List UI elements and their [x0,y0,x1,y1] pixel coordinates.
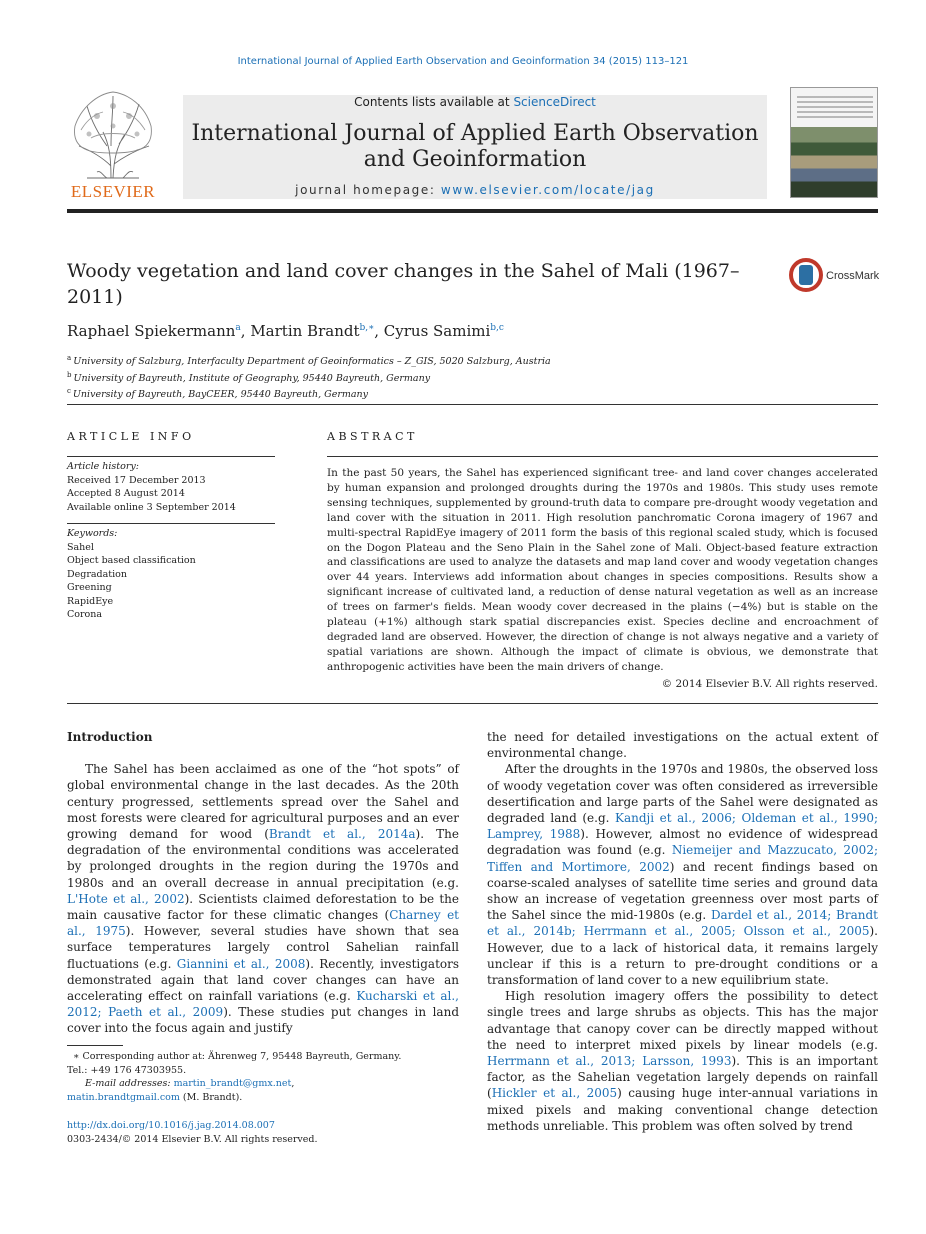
paragraph [487,729,878,761]
abstract-heading: ABSTRACT [327,430,418,443]
telephone-note: Tel.: +49 176 47303955. [67,1064,187,1076]
contents-line [183,95,767,109]
body-column-right [487,729,878,1134]
email-note: E-mail addresses: martin_brandt@gmx.net, [85,1078,295,1089]
abstract-text: In the past 50 years, the Sahel has experienced significant tree- and land cover changes accelerated by human expansion and prolonged droughts during the 1970s and 1980s. This study uses remote sensing techniques, supplemented by ground-truth data to compare pre-drought woody vegetation and land cover with the situation in 2011. High resolution panchromatic Corona imagery of 1967 and multi-spectral RapidEye imagery of 2011 form the basis of this regional scaled study, which is focused on the Dogon Plateau and the Seno Plain in the Sahel zone of Mali. Object-based feature extraction and classifications are used to analyze the datasets and map land cover and woody vegetation changes over 44 years. Interviews add information about changes in species compositions. Results show a significant increase of cultivated land, a reduction of dense natural vegetation as well as an increase of trees on farmer's fields. Mean woody cover decreased in the plains (−4%) but is stable on the plateau (+1%) although stark spatial discrepancies exist. Species decline and encroachment of degraded land are observed. However, the direction of change is not always negative and a variety of spatial variations are shown. Although the impact of climate is obvious, we demonstrate that anthropogenic activities have been the main drivers of change. [327,467,878,673]
history-line: Available online 3 September 2014 [67,501,236,513]
affiliation-line [67,352,551,369]
abstract [327,430,878,690]
citation-link[interactable]: Hickler et al., 2005 [491,1086,618,1101]
paragraph-text: ). This is an important factor, as the Sahelian vegetation largely depends on rainfall ( [487,1054,878,1101]
paragraph [67,761,459,1036]
citation-link[interactable]: Kandji et al., 2006; Oldeman et al., 1990; Lamprey, 1988 [487,811,879,842]
cover-title-lines [797,96,873,120]
author-affil-mark[interactable]: a [235,323,241,333]
article-info [67,430,275,622]
keyword: Corona [67,609,103,620]
paragraph [487,988,878,1134]
keyword: Object based classification [67,555,196,566]
author-name[interactable]: Martin Brandt [250,322,360,340]
article-footer [67,1119,318,1146]
citation-link[interactable]: Charney et al., 1975 [67,908,459,939]
publisher-wordmark: ELSEVIER [70,182,156,201]
homepage-prefix: journal homepage: [295,183,441,197]
paragraph-text: ). The degradation of the environmental conditions was accelerated by prolonged droughts in the region during the 1970s and 1980s and an overall decrease in annual precipitation (e.g. [67,827,459,890]
journal-header-box [183,95,767,199]
keywords [67,527,275,622]
body-column-left [67,729,459,1037]
email-link[interactable]: martin_brandt@gmx.net [173,1078,292,1089]
email-link[interactable]: matin.brandtgmail.com [67,1091,180,1103]
author-name[interactable]: Raphael Spiekermann [67,322,236,340]
author-affil-mark[interactable]: b,c [490,323,504,333]
citation-link[interactable]: Brandt et al., 2014a [268,827,416,842]
affil-text: University of Salzburg, Interfaculty Department of Geoinformatics – Z_GIS, 5020 Salzburg, Austria [73,356,551,368]
email-label: E-mail addresses: [85,1078,174,1089]
affil-mark: c [67,387,71,396]
affiliation-line [67,385,551,402]
paragraph [487,761,878,988]
homepage-link[interactable]: www.elsevier.com/locate/jag [440,183,655,197]
paragraph-text: ) and recent findings based on coarse-scaled analyses of satellite time series and ground data show an increase of vegetation greenness over most parts of the Sahel since the mid-1980s (e.g. [487,859,878,923]
contents-prefix: Contents lists available at [354,95,514,109]
keywords-label: Keywords: [67,528,118,539]
paragraph-text: ) causing huge inter-annual variations in mixed pixels and making conventional change detection methods unreliable. This problem was often solved by trend [487,1086,878,1133]
footnotes [67,1050,459,1104]
abstract-copyright: © 2014 Elsevier B.V. All rights reserved. [661,677,878,690]
crossmark-label: CrossMark [826,270,880,282]
homepage-line [183,183,767,197]
paragraph-text: ). Recently, investigators demonstrated again that land cover changes can have an accelerating effect on rainfall variations (e.g. [67,956,460,1004]
history-label: Article history: [67,461,139,472]
article-history [67,460,275,514]
email-suffix: (M. Brandt). [179,1091,243,1103]
divider [327,456,878,457]
paragraph-text: ). Scientists claimed deforestation to be the main causative factor for these climatic changes ( [67,891,459,923]
paragraph-text: ). However, several studies have shown that sea surface temperatures largely control Sahelian rainfall fluctuations (e.g. [67,924,460,971]
divider [67,703,878,704]
divider [67,404,878,405]
affil-text: University of Bayreuth, BayCEER, 95440 Bayreuth, Germany [72,389,369,401]
paragraph-text: the need for detailed investigations on the actual extent of environmental change. [487,730,878,761]
footnote-divider [67,1045,123,1046]
section-heading: Introduction [67,730,153,744]
author-affil-mark[interactable]: b,∗ [359,323,375,333]
citation-link[interactable]: Niemeijer and Mazzucato, 2002; Tiffen and Mortimore, 2002 [487,843,878,874]
paragraph-text: After the droughts in the 1970s and 1980s, the observed loss of woody vegetation cover was often considered as irreversible desertification and large parts of the Sahel were designated as degraded land (e.g. [487,762,878,826]
paragraph-text: ). These studies put changes in land cover into the focus again and justify [67,1005,459,1036]
paragraph-text: ). However, due to a lack of historical data, it remains largely unclear if this is a return to pre-drought conditions or a transformation of land cover to a new equilibrium state. [487,924,878,988]
crossmark-badge[interactable] [789,258,881,294]
article-info-heading: ARTICLE INFO [67,430,195,443]
affil-mark: a [67,354,72,362]
history-line: Accepted 8 August 2014 [67,488,185,499]
keyword: Sahel [67,541,94,553]
affiliation-line [67,369,551,386]
article-title: Woody vegetation and land cover changes in the Sahel of Mali (1967–2011) [67,260,740,308]
issn-line: 0303-2434/© 2014 Elsevier B.V. All rights reserved. [67,1133,318,1145]
affil-text: University of Bayreuth, Institute of Geography, 95440 Bayreuth, Germany [73,372,431,384]
history-line: Received 17 December 2013 [67,474,206,486]
divider [67,523,275,524]
affiliations [67,352,551,402]
citation-link[interactable]: L'Hote et al., 2002 [67,891,185,906]
paragraph-text: The Sahel has been acclaimed as one of the “hot spots” of global environmental change in the last decades. As the 20th century progressed, settlements spread over the Sahel and most forests were cleared for agricultural purposes and an ever growing demand for wood ( [67,762,459,842]
sciencedirect-link[interactable]: ScienceDirect [513,95,596,109]
divider [67,456,275,457]
masthead-rule [67,209,878,213]
paragraph-text: High resolution imagery offers the possibility to detect single trees and large shrubs as objects. This has the major advantage that canopy cover can be directly mapped without the need to interpret mixed pixels by linear models (e.g. [487,989,878,1052]
journal-title: International Journal of Applied Earth Observation and Geoinformation [191,121,759,172]
author-list: Raphael Spiekermann$^a$, Martin Brandt$^{b,∗}$, Cyrus Samimi$^{b,c}$ [67,322,504,340]
corresponding-author-note: ∗ Corresponding author at: Ährenweg 7, 95448 Bayreuth, Germany. [73,1051,402,1062]
citation-link[interactable]: Giannini et al., 2008 [176,956,306,971]
keyword: Greening [67,582,112,593]
keyword: Degradation [67,568,127,580]
citation-link[interactable]: Dardel et al., 2014; Brandt et al., 2014b; Herrmann et al., 2005; Olsson et al., 2005 [487,908,878,939]
running-head[interactable]: International Journal of Applied Earth Observation and Geoinformation 34 (2015) 113–121 [237,56,689,67]
citation-link[interactable]: Herrmann et al., 2013; Larsson, 1993 [487,1054,732,1069]
email-note-continued [67,1091,459,1105]
affil-mark: b [67,370,72,379]
paragraph-text: ). However, almost no evidence of widespread degradation was found (e.g. [487,827,879,858]
author-name[interactable]: Cyrus Samimi [383,322,491,340]
journal-cover-image[interactable] [790,87,878,198]
keyword: RapidEye [67,595,114,607]
citation-link[interactable]: Kucharski et al., 2012; Paeth et al., 2009 [67,989,459,1020]
journal-masthead [67,86,878,212]
doi-link[interactable]: http://dx.doi.org/10.1016/j.jag.2014.08.007 [67,1120,275,1131]
crossmark-icon [789,258,823,292]
